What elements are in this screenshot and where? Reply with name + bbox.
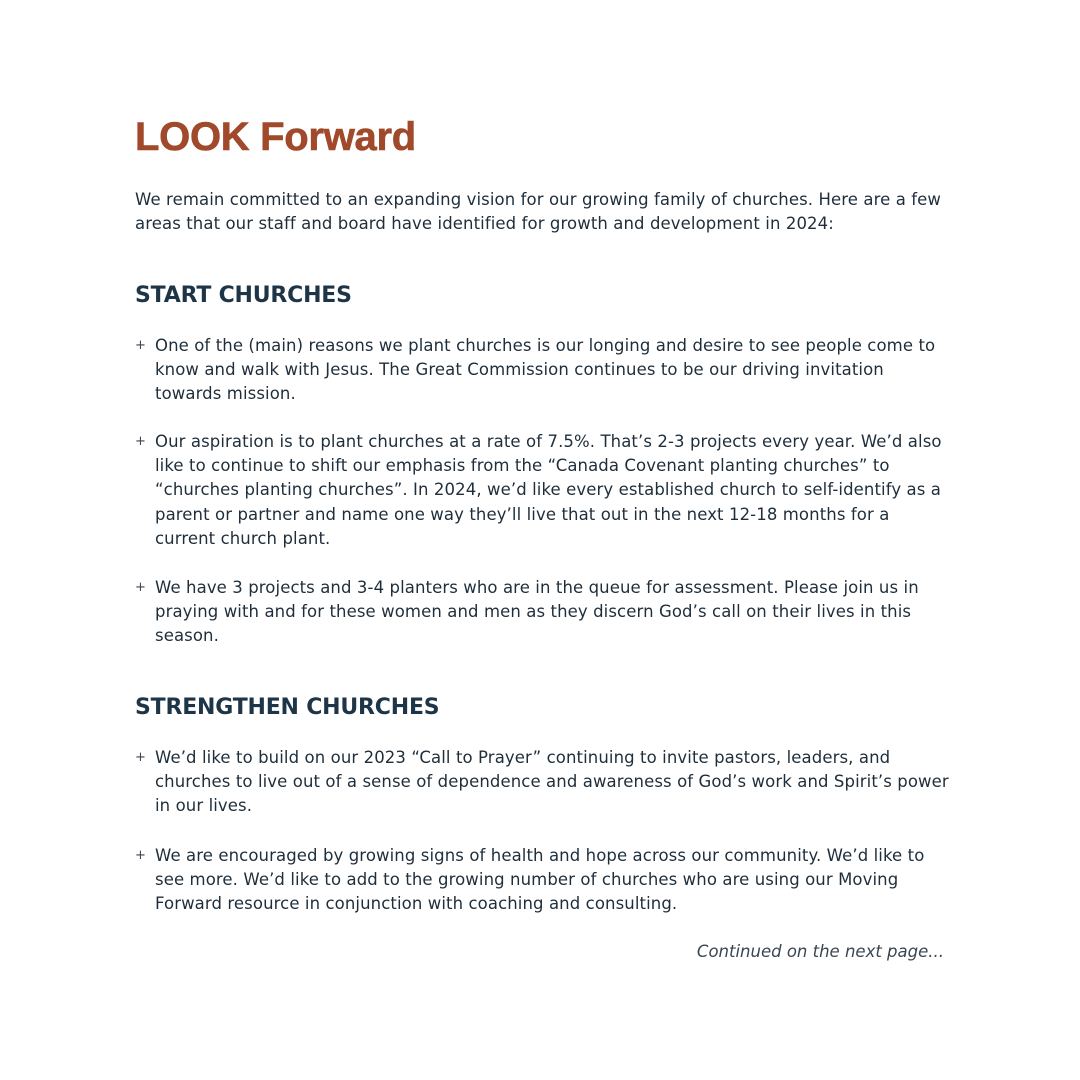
plus-bullet-icon: + bbox=[135, 580, 146, 595]
plus-bullet-icon: + bbox=[135, 338, 146, 353]
section-heading-start-churches: START CHURCHES bbox=[135, 283, 352, 308]
list-item-text: We have 3 projects and 3-4 planters who are in the queue for assessment. Please join us in praying with and for these women and men as they discern God’s call on their lives in this season. bbox=[155, 578, 919, 646]
page-title: LOOK Forward bbox=[135, 115, 416, 159]
continued-note: Continued on the next page... bbox=[696, 942, 944, 961]
list-item-text: Our aspiration is to plant churches at a rate of 7.5%. That’s 2-3 projects every year. We’d also like to continue to shift our emphasis from the “Canada Covenant planting churches” to “churches planting churches”. In 2024, we’d like every established church to self-identify as a parent or partner and name one way they’ll live that out in the next 12-18 months for a current church plant. bbox=[155, 432, 942, 548]
list-item bbox=[135, 334, 950, 407]
intro-paragraph: We remain committed to an expanding vision for our growing family of churches. Here are a few areas that our staff and board have identified for growth and development in 2024: bbox=[135, 190, 942, 233]
list-item-text: We are encouraged by growing signs of health and hope across our community. We’d like to see more. We’d like to add to the growing number of churches who are using our Moving Forward resource in conjunction with coaching and consulting. bbox=[155, 846, 925, 914]
list-item bbox=[135, 576, 950, 649]
plus-bullet-icon: + bbox=[135, 848, 146, 863]
list-item bbox=[135, 430, 950, 551]
section-heading-strengthen-churches: STRENGTHEN CHURCHES bbox=[135, 695, 440, 720]
document-page bbox=[135, 0, 950, 1080]
list-item-text: We’d like to build on our 2023 “Call to Prayer” continuing to invite pastors, leaders, and churches to live out of a sense of dependence and awareness of God’s work and Spirit’s power in our lives. bbox=[155, 748, 949, 816]
list-item-text: One of the (main) reasons we plant churches is our longing and desire to see people come to know and walk with Jesus. The Great Commission continues to be our driving invitation towards mission. bbox=[155, 336, 936, 404]
list-item bbox=[135, 746, 950, 819]
list-item bbox=[135, 844, 950, 917]
plus-bullet-icon: + bbox=[135, 434, 146, 449]
plus-bullet-icon: + bbox=[135, 750, 146, 765]
